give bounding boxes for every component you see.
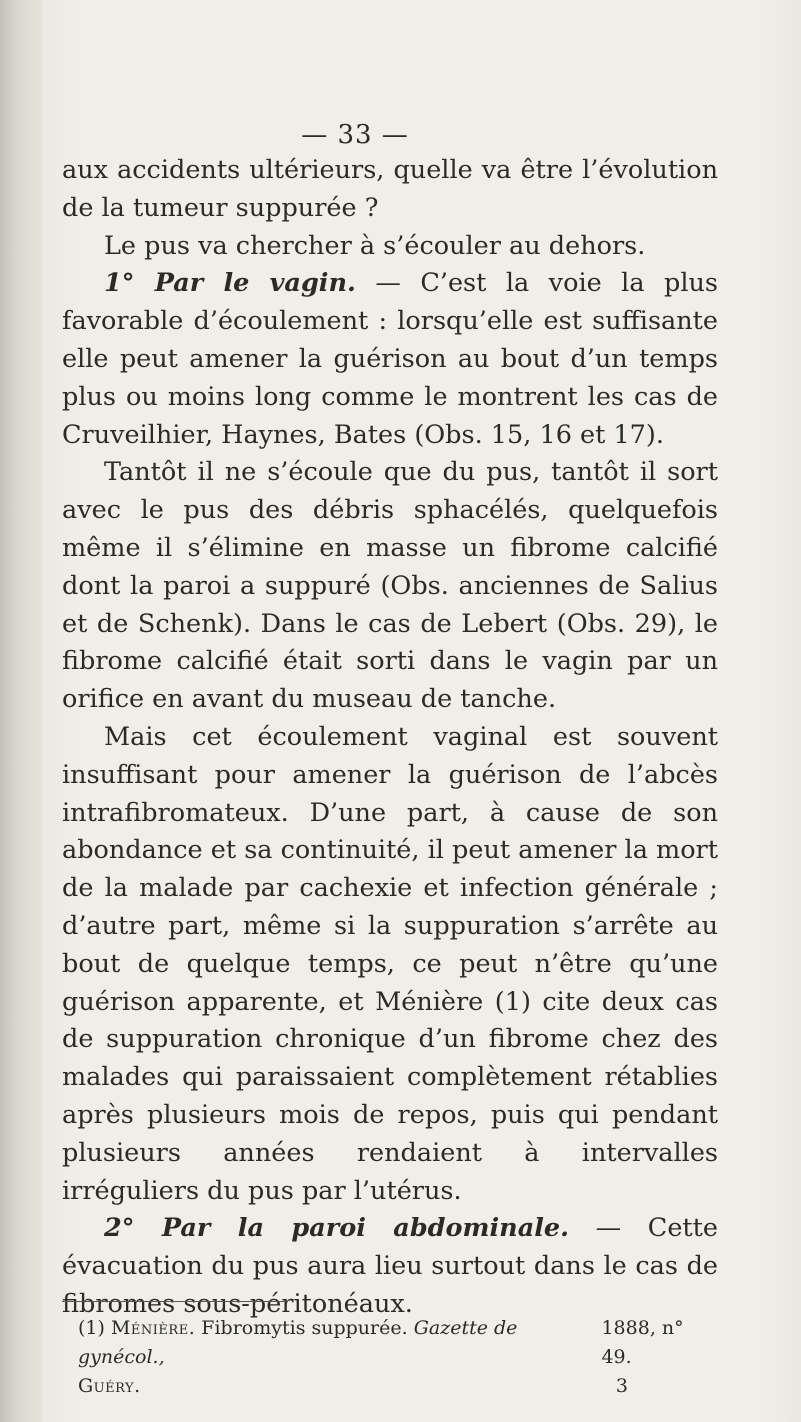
running-name: Guéry.: [78, 1375, 141, 1397]
paragraph-6-text: — Cette évacuation du pus aura lieu surtout dans le cas de fibromes sous-péritonéaux.: [62, 1213, 718, 1319]
footnote: [78, 1314, 718, 1401]
page-number: — 33 —: [301, 120, 409, 150]
footnote-journal: Gazette de gynécol.,: [78, 1317, 518, 1368]
footnote-marker: (1): [78, 1317, 105, 1339]
footnote-title: Fibromytis suppurée.: [201, 1317, 408, 1339]
footnote-author: Ménière.: [110, 1317, 196, 1339]
paragraph-5: Mais cet écoulement vaginal est souvent insuffisant pour amener la guérison de l’abcès intrafibromateux. D’une part, à cause de son abondance et sa continuité, il peut amener la mort de la malade par cachexie et infection générale ; d’autre part, même si la suppuration s’arrête au bout de quelque temps, ce peut n’être qu’une guérison apparente, et Ménière (1) cite deux cas de suppuration chronique d’un fibrome chez des malades qui paraissaient complètement rétablies après plusieurs mois de repos, puis qui pendant plusieurs années rendaient à intervalles irréguliers du pus par l’utérus.: [62, 721, 718, 1206]
footnote-line: [78, 1314, 718, 1372]
signature-line: [78, 1372, 718, 1401]
section-heading-vagin: 1° Par le vagin.: [104, 268, 356, 299]
body-text: [62, 152, 718, 1324]
page-binding-shadow: [0, 0, 42, 1422]
paragraph-6: [62, 1210, 718, 1323]
footnote-citation: [78, 1314, 601, 1372]
paragraph-3-text: — C’est la voie la plus favorable d’écoulement : lorsqu’elle est suffisante elle peut amener la guérison au bout d’un temps plus ou moins long comme le montrent les cas de Cruveilhier, Haynes, Bates (Obs. 15, 16 et 17).: [62, 268, 718, 450]
section-heading-paroi: 2° Par la paroi abdominale.: [104, 1213, 570, 1244]
footnote-details: 1888, n° 49.: [601, 1317, 684, 1368]
footnote-divider: [62, 1301, 288, 1302]
signature-mark: 3: [615, 1375, 628, 1397]
paragraph-3: [62, 265, 718, 454]
paragraph-2: Le pus va chercher à s’écouler au dehors.: [104, 230, 646, 261]
paragraph-4: Tantôt il ne s’écoule que du pus, tantôt il sort avec le pus des débris sphacélés, quelquefois même il s’élimine en masse un fibrome calcifié dont la paroi a suppuré (Obs. anciennes de Salius et de Schenk). Dans le cas de Lebert (Obs. 29), le fibrome calcifié était sorti dans le vagin par un orifice en avant du museau de tanche.: [62, 457, 718, 715]
paragraph-1: aux accidents ultérieurs, quelle va être l’évolution de la tumeur suppurée ?: [62, 155, 718, 223]
